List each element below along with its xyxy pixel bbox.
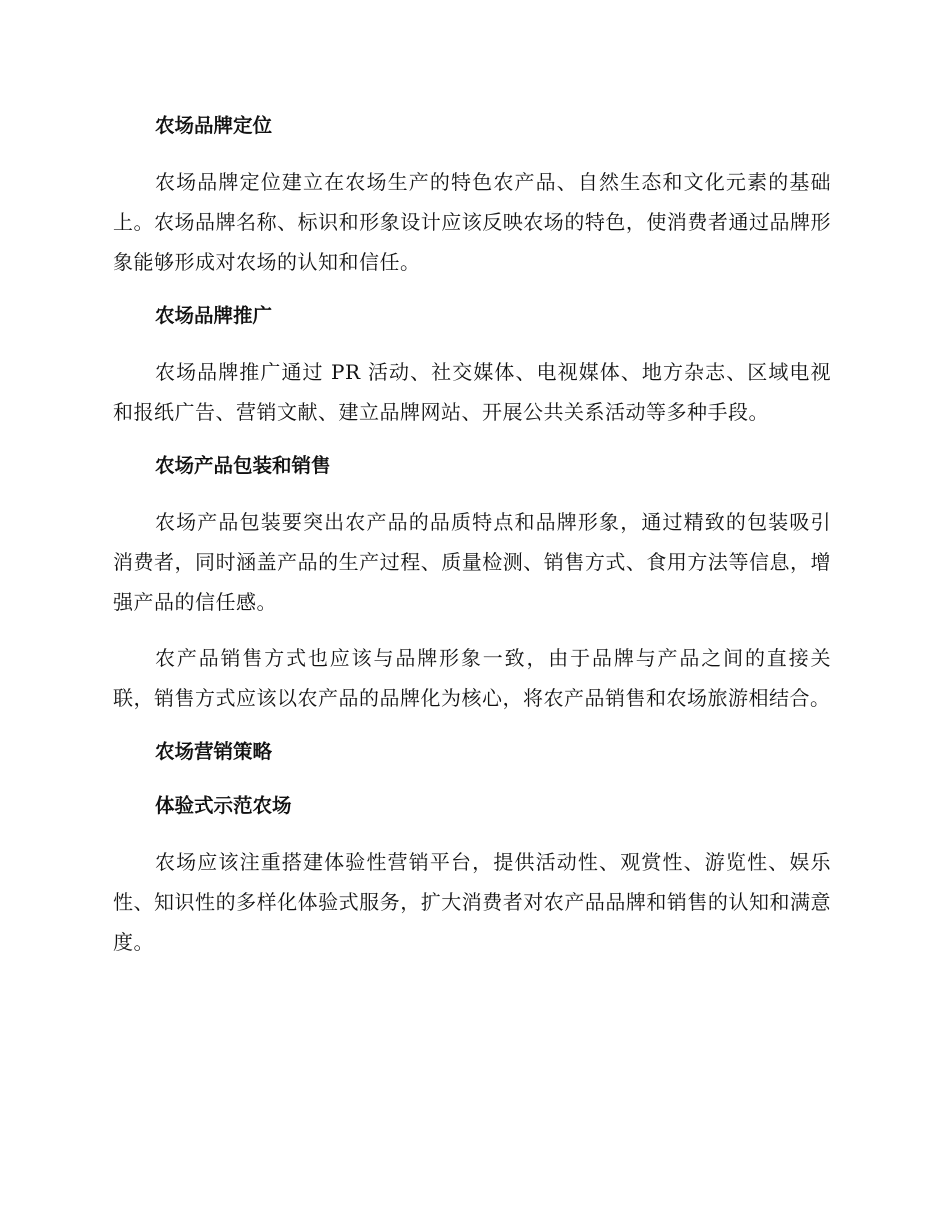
document-body [113,108,831,962]
paragraph-packaging: 农场产品包装要突出农产品的品质特点和品牌形象，通过精致的包装吸引消费者，同时涵盖产品的生产过程、质量检测、销售方式、食用方法等信息，增强产品的信任感。 [113,510,831,614]
section-heading-experience-farm: 体验式示范农场 [155,794,292,817]
paragraph-experience-farm: 农场应该注重搭建体验性营销平台，提供活动性、观赏性、游览性、娱乐性、知识性的多样化体验式服务，扩大消费者对农产品品牌和销售的认知和满意度。 [113,850,831,954]
paragraph-sales: 农产品销售方式也应该与品牌形象一致，由于品牌与产品之间的直接关联，销售方式应该以农产品的品牌化为核心，将农产品销售和农场旅游相结合。 [113,646,831,710]
paragraph-brand-promotion: 农场品牌推广通过 PR 活动、社交媒体、电视媒体、地方杂志、区域电视和报纸广告、营销文献、建立品牌网站、开展公共关系活动等多种手段。 [113,360,831,424]
section-heading-brand-positioning: 农场品牌定位 [155,114,273,137]
section-heading-packaging-sales: 农场产品包装和销售 [155,454,331,477]
section-heading-brand-promotion: 农场品牌推广 [155,304,273,327]
section-heading-marketing-strategy: 农场营销策略 [155,740,273,763]
paragraph-brand-positioning: 农场品牌定位建立在农场生产的特色农产品、自然生态和文化元素的基础上。农场品牌名称、标识和形象设计应该反映农场的特色，使消费者通过品牌形象能够形成对农场的认知和信任。 [113,170,831,274]
